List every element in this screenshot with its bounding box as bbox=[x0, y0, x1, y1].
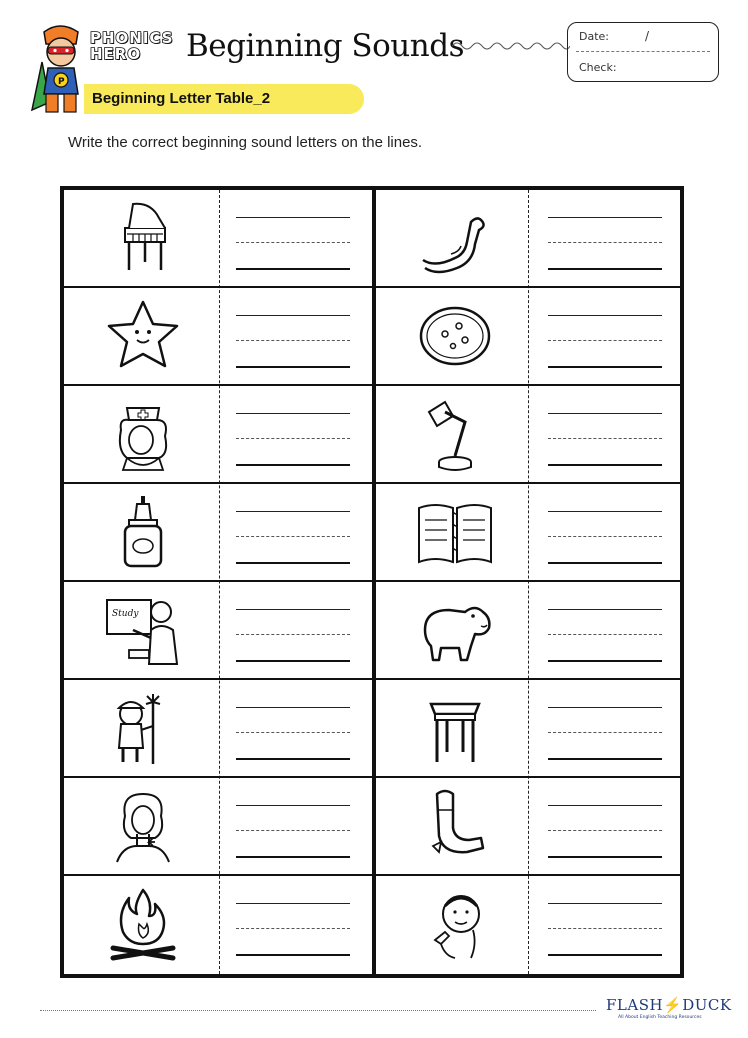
top-line bbox=[548, 413, 662, 414]
instructions: Write the correct beginning sound letters on the lines. bbox=[68, 134, 423, 151]
writing-lines[interactable] bbox=[236, 190, 352, 286]
writing-lines[interactable] bbox=[548, 484, 664, 580]
top-line bbox=[236, 413, 350, 414]
picture-cell bbox=[68, 484, 218, 580]
glue-bottle-icon bbox=[103, 492, 183, 572]
base-line bbox=[548, 954, 662, 956]
mid-dashed-line bbox=[548, 830, 662, 831]
date-separator: / bbox=[645, 29, 650, 43]
page-title: Beginning Sounds bbox=[186, 28, 464, 64]
date-divider bbox=[576, 51, 710, 52]
top-line bbox=[548, 217, 662, 218]
top-line bbox=[236, 315, 350, 316]
writing-lines[interactable] bbox=[236, 680, 352, 776]
base-line bbox=[236, 660, 350, 662]
base-line bbox=[548, 562, 662, 564]
subtitle: Beginning Letter Table_2 bbox=[92, 90, 271, 107]
top-line bbox=[548, 805, 662, 806]
mid-dashed-line bbox=[548, 928, 662, 929]
boy-chin-icon bbox=[415, 884, 495, 964]
base-line bbox=[548, 758, 662, 760]
base-line bbox=[548, 464, 662, 466]
base-line bbox=[236, 856, 350, 858]
picture-cell bbox=[68, 190, 218, 286]
base-line bbox=[236, 268, 350, 270]
picture-cell bbox=[380, 680, 530, 776]
logo-tagline: All About English Teaching Resources bbox=[618, 1015, 702, 1020]
mid-dashed-line bbox=[236, 928, 350, 929]
mid-dashed-line bbox=[236, 438, 350, 439]
stool-icon bbox=[415, 688, 495, 768]
star-icon bbox=[103, 296, 183, 376]
base-line bbox=[548, 268, 662, 270]
top-line bbox=[236, 609, 350, 610]
writing-lines[interactable] bbox=[236, 386, 352, 482]
worksheet-table bbox=[60, 186, 684, 978]
picture-cell bbox=[380, 386, 530, 482]
mid-dashed-line bbox=[548, 242, 662, 243]
mid-dashed-line bbox=[548, 634, 662, 635]
picture-cell bbox=[68, 288, 218, 384]
desk-lamp-icon bbox=[415, 394, 495, 474]
top-line bbox=[548, 707, 662, 708]
top-line bbox=[548, 315, 662, 316]
svg-text:P: P bbox=[58, 77, 65, 87]
top-line bbox=[236, 805, 350, 806]
mid-dashed-line bbox=[236, 242, 350, 243]
base-line bbox=[236, 366, 350, 368]
writing-lines[interactable] bbox=[548, 778, 664, 874]
brand-line-2: HERO bbox=[90, 45, 142, 63]
writing-lines[interactable] bbox=[236, 582, 352, 678]
cookie-icon bbox=[415, 296, 495, 376]
mid-dashed-line bbox=[548, 732, 662, 733]
picture-cell bbox=[380, 190, 530, 286]
base-line bbox=[548, 856, 662, 858]
base-line bbox=[548, 366, 662, 368]
brand-line-1: PHONICS bbox=[90, 29, 174, 47]
mid-dashed-line bbox=[548, 438, 662, 439]
mid-dashed-line bbox=[236, 340, 350, 341]
picture-cell bbox=[68, 778, 218, 874]
writing-lines[interactable] bbox=[236, 484, 352, 580]
logo-part-1: FLASH bbox=[606, 996, 664, 1014]
writing-lines[interactable] bbox=[548, 386, 664, 482]
teacher-icon bbox=[103, 590, 183, 670]
picture-cell bbox=[68, 876, 218, 972]
open-book-icon bbox=[415, 492, 495, 572]
hippo-icon bbox=[415, 590, 495, 670]
writing-lines[interactable] bbox=[236, 778, 352, 874]
picture-cell bbox=[380, 582, 530, 678]
writing-lines[interactable] bbox=[548, 680, 664, 776]
campfire-icon bbox=[103, 884, 183, 964]
mid-dashed-line bbox=[236, 830, 350, 831]
base-line bbox=[236, 464, 350, 466]
picture-cell bbox=[380, 288, 530, 384]
top-line bbox=[236, 217, 350, 218]
top-line bbox=[548, 903, 662, 904]
squiggle-line-icon bbox=[452, 38, 570, 54]
cell-separator-left bbox=[219, 190, 220, 974]
picture-cell bbox=[380, 778, 530, 874]
date-check-box bbox=[567, 22, 719, 82]
base-line bbox=[548, 660, 662, 662]
mid-dashed-line bbox=[236, 536, 350, 537]
base-line bbox=[236, 954, 350, 956]
elbow-icon bbox=[415, 786, 495, 866]
writing-lines[interactable] bbox=[236, 288, 352, 384]
mid-dashed-line bbox=[236, 732, 350, 733]
picture-cell bbox=[68, 680, 218, 776]
chimney-sweep-icon bbox=[103, 688, 183, 768]
lightning-bolt-icon: ⚡ bbox=[663, 996, 683, 1014]
picture-cell bbox=[380, 876, 530, 972]
mid-dashed-line bbox=[236, 634, 350, 635]
picture-cell bbox=[68, 386, 218, 482]
writing-lines[interactable] bbox=[548, 190, 664, 286]
phonics-hero-logo bbox=[90, 30, 182, 72]
top-line bbox=[236, 511, 350, 512]
top-line bbox=[236, 707, 350, 708]
center-divider bbox=[372, 190, 376, 974]
base-line bbox=[236, 758, 350, 760]
picture-cell bbox=[380, 484, 530, 580]
mid-dashed-line bbox=[548, 340, 662, 341]
piano-icon bbox=[103, 198, 183, 278]
writing-lines[interactable] bbox=[548, 582, 664, 678]
top-line bbox=[548, 609, 662, 610]
picture-cell bbox=[68, 582, 218, 678]
date-label: Date: bbox=[579, 30, 609, 43]
writing-lines[interactable] bbox=[548, 288, 664, 384]
top-line bbox=[548, 511, 662, 512]
logo-part-2: DUCK bbox=[682, 996, 732, 1014]
top-line bbox=[236, 903, 350, 904]
footer-rule bbox=[40, 1010, 596, 1011]
arm-muscle-icon bbox=[415, 198, 495, 278]
board-text: Study bbox=[112, 609, 139, 619]
mid-dashed-line bbox=[548, 536, 662, 537]
neck-icon bbox=[103, 786, 183, 866]
nurse-icon bbox=[103, 394, 183, 474]
writing-lines[interactable] bbox=[236, 876, 352, 972]
base-line bbox=[236, 562, 350, 564]
writing-lines[interactable] bbox=[548, 876, 664, 972]
check-label: Check: bbox=[579, 61, 617, 74]
flashduck-logo bbox=[606, 996, 732, 1026]
